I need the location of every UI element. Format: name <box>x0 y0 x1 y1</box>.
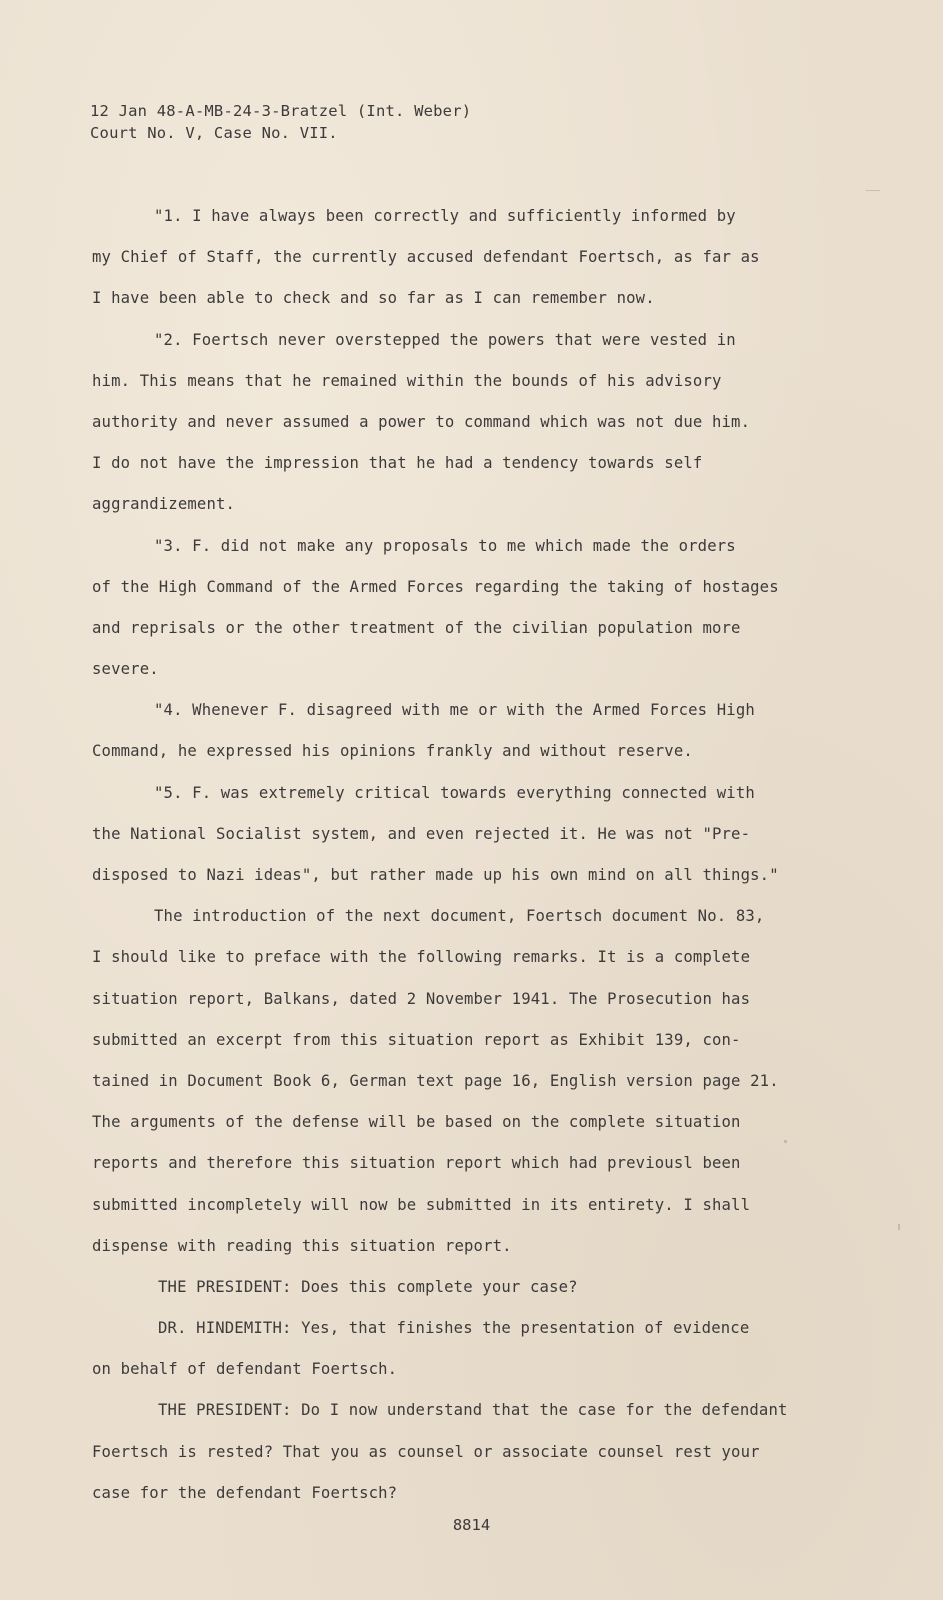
text-line: "1. I have always been correctly and sufficiently informed by <box>154 207 736 225</box>
header-reference-line: 12 Jan 48-A-MB-24-3-Bratzel (Int. Weber) <box>90 102 472 120</box>
text-line: case for the defendant Foertsch? <box>92 1483 398 1502</box>
text-line: and reprisals or the other treatment of the civilian population more <box>92 618 741 637</box>
text-line: I should like to preface with the following remarks. It is a complete <box>92 948 751 967</box>
header-court-line: Court No. V, Case No. VII. <box>90 124 338 142</box>
text-line: THE PRESIDENT: Do I now understand that the case for the defendant <box>158 1401 788 1420</box>
text-line: I do not have the impression that he had a tendency towards self <box>92 454 703 473</box>
text-line: "3. F. did not make any proposals to me which made the orders <box>154 536 736 555</box>
text-line: The arguments of the defense will be based on the complete situation <box>92 1113 741 1132</box>
text-line: submitted an excerpt from this situation report as Exhibit 139, con- <box>92 1030 741 1049</box>
text-line: Command, he expressed his opinions frankly and without reserve. <box>92 742 693 761</box>
text-line: on behalf of defendant Foertsch. <box>92 1360 398 1379</box>
text-line: authority and never assumed a power to command which was not due him. <box>92 412 751 431</box>
text-line: "5. F. was extremely critical towards everything connected with <box>154 783 755 802</box>
text-line: him. This means that he remained within the bounds of his advisory <box>92 371 722 390</box>
text-line: submitted incompletely will now be submitted in its entirety. I shall <box>92 1195 751 1214</box>
page-number: 8814 <box>452 1516 491 1534</box>
text-line: DR. HINDEMITH: Yes, that finishes the presentation of evidence <box>158 1319 750 1338</box>
paper-speck <box>866 190 880 191</box>
text-line: "4. Whenever F. disagreed with me or with the Armed Forces High <box>154 701 755 720</box>
text-line: disposed to Nazi ideas", but rather made up his own mind on all things." <box>92 866 779 884</box>
text-line: severe. <box>92 660 159 679</box>
text-line: of the High Command of the Armed Forces regarding the taking of hostages <box>92 577 779 596</box>
transcript-body <box>92 196 852 1514</box>
text-line: THE PRESIDENT: Does this complete your case? <box>158 1277 578 1296</box>
text-line: "2. Foertsch never overstepped the powers that were vested in <box>154 330 736 349</box>
text-line: my Chief of Staff, the currently accused defendant Foertsch, as far as <box>92 248 760 267</box>
paper-speck <box>784 1140 787 1143</box>
paper-speck <box>898 1224 900 1230</box>
text-line: I have been able to check and so far as I can remember now. <box>92 289 655 308</box>
text-line: Foertsch is rested? That you as counsel or associate counsel rest your <box>92 1442 760 1461</box>
document-header <box>90 100 471 144</box>
text-line: situation report, Balkans, dated 2 November 1941. The Prosecution has <box>92 989 751 1008</box>
text-line: tained in Document Book 6, German text page 16, English version page 21. <box>92 1071 779 1090</box>
text-line: reports and therefore this situation report which had previousl been <box>92 1154 741 1173</box>
text-line: dispense with reading this situation report. <box>92 1236 512 1255</box>
text-line: aggrandizement. <box>92 495 236 514</box>
text-line: The introduction of the next document, Foertsch document No. 83, <box>154 907 765 926</box>
text-line: the National Socialist system, and even rejected it. He was not "Pre- <box>92 824 751 843</box>
